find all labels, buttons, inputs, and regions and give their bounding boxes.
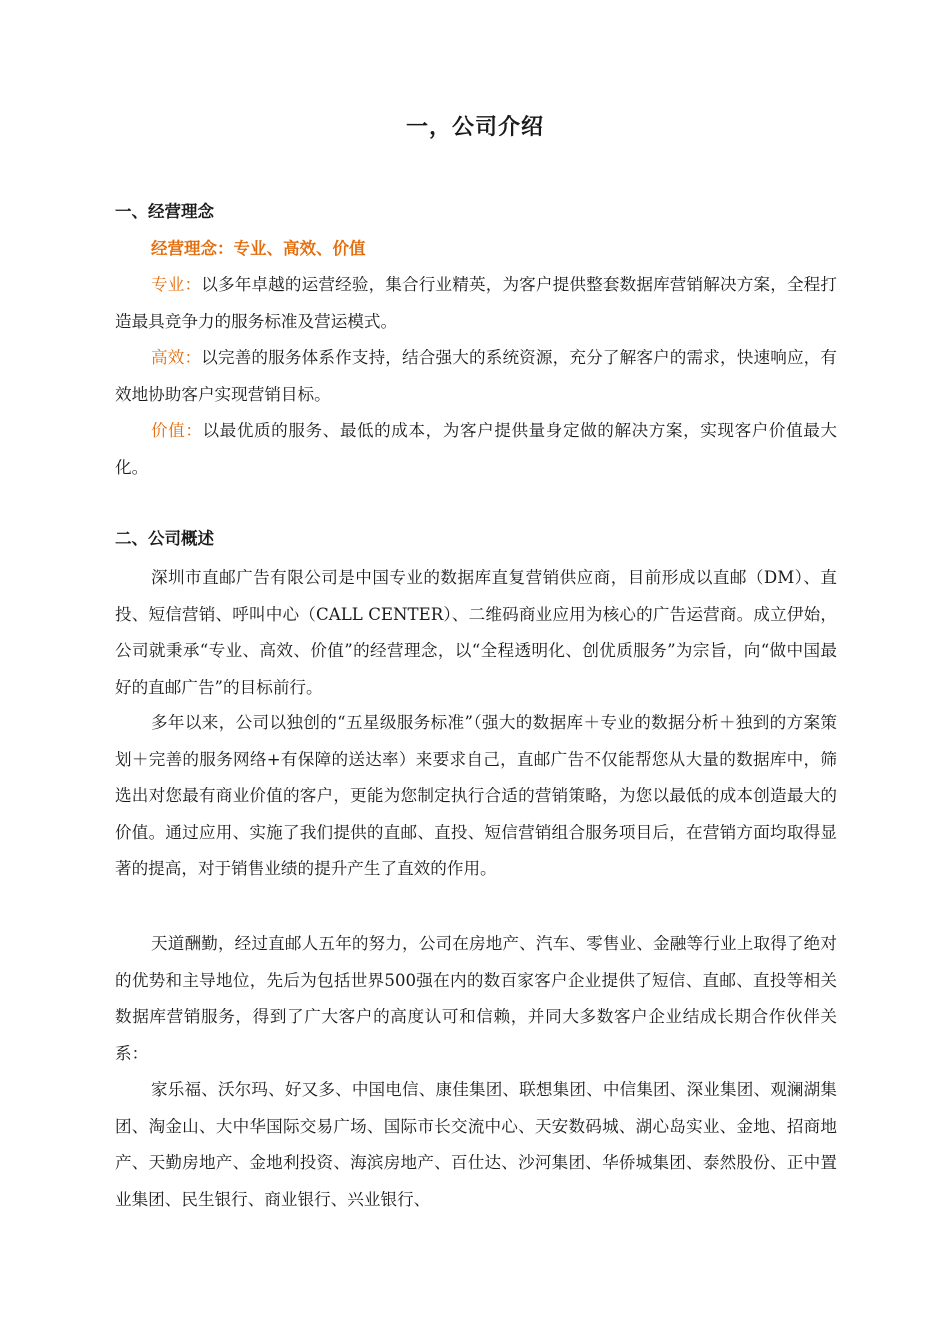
philosophy-subheading: 经营理念：专业、高效、价值 <box>151 239 366 258</box>
item-text: 以多年卓越的运营经验，集合行业精英，为客户提供整套数据库营销解决方案，全程打造最具竞争力的服务标准及营运模式。 <box>115 275 838 331</box>
item-label: 专业： <box>151 275 202 294</box>
philosophy-item-efficient <box>115 340 837 413</box>
item-text: 以最优质的服务、最低的成本，为客户提供量身定做的解决方案，实现客户价值最大化。 <box>115 421 838 477</box>
page-title: 一，公司介绍 <box>405 115 544 140</box>
philosophy-item-value <box>115 413 837 486</box>
section-heading-overview: 二、公司概述 <box>115 529 214 548</box>
item-label: 价值： <box>151 421 203 440</box>
overview-paragraph: 深圳市直邮广告有限公司是中国专业的数据库直复营销供应商，目前形成以直邮（DM）、直投、短信营销、呼叫中心（CALL CENTER）、二维码商业应用为核心的广告运营商。成立伊始，公司就秉承“专业、高效、价值”的经营理念，以“全程透明化、创优质服务”为宗旨，向“做中国最好的直邮广告”的目标前行。 <box>115 568 837 697</box>
client-list-paragraph: 家乐福、沃尔玛、好又多、中国电信、康佳集团、联想集团、中信集团、深业集团、观澜湖集团、淘金山、大中华国际交易广场、国际市长交流中心、天安数码城、湖心岛实业、金地、招商地产、天勤房地产、金地利投资、海滨房地产、百仕达、沙河集团、华侨城集团、泰然股份、正中置业集团、民生银行、商业银行、兴业银行、 <box>115 1080 837 1209</box>
overview-paragraph: 多年以来，公司以独创的“五星级服务标准”（强大的数据库＋专业的数据分析＋独到的方案策划＋完善的服务网络+有保障的送达率）来要求自己，直邮广告不仅能帮您从大量的数据库中，筛选出对您最有商业价值的客户，更能为您制定执行合适的营销策略，为您以最低的成本创造最大的价值。通过应用、实施了我们提供的直邮、直投、短信营销组合服务项目后，在营销方面均取得显著的提高，对于销售业绩的提升产生了直效的作用。 <box>115 713 837 878</box>
item-label: 高效： <box>151 348 202 367</box>
overview-paragraph: 天道酬勤，经过直邮人五年的努力，公司在房地产、汽车、零售业、金融等行业上取得了绝对的优势和主导地位，先后为包括世界500强在内的数百家客户企业提供了短信、直邮、直投等相关数据库营销服务，得到了广大客户的高度认可和信赖，并同大多数客户企业结成长期合作伙伴关系： <box>115 934 837 1063</box>
section-heading-philosophy: 一、经营理念 <box>115 202 214 221</box>
item-text: 以完善的服务体系作支持，结合强大的系统资源，充分了解客户的需求，快速响应，有效地协助客户实现营销目标。 <box>115 348 838 404</box>
philosophy-item-professional <box>115 267 837 340</box>
